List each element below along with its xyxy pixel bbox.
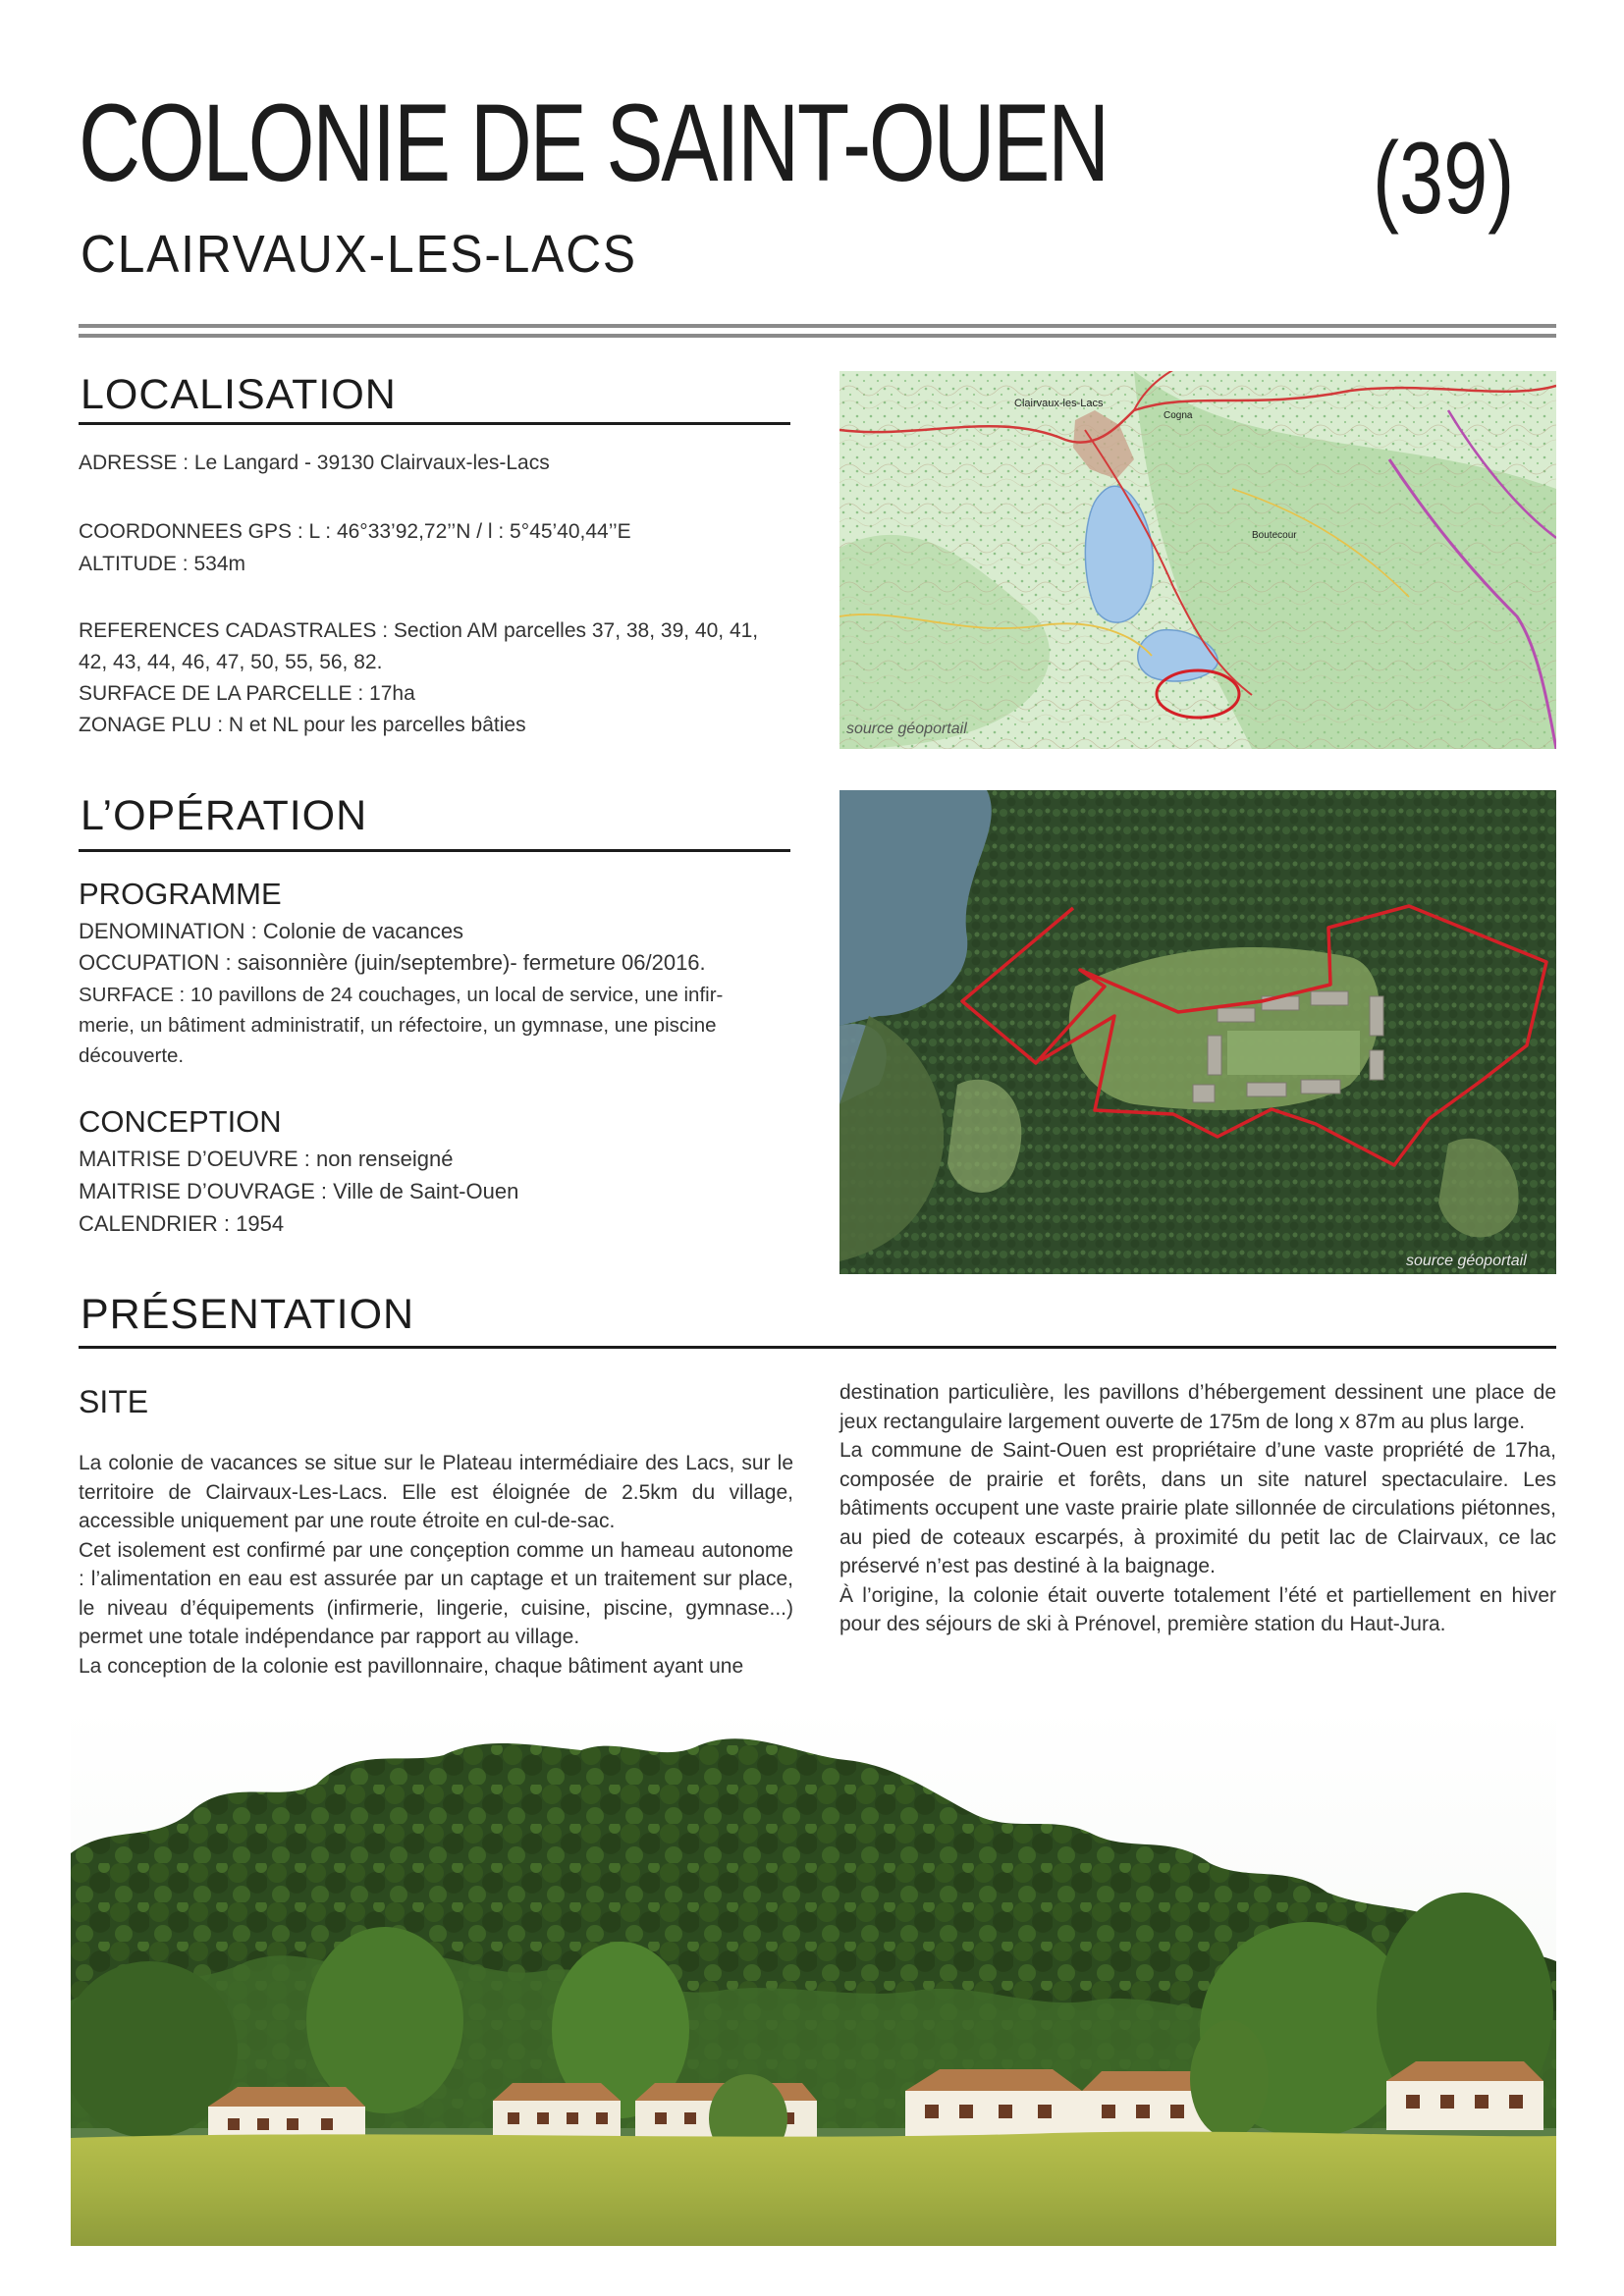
page-title: COLONIE DE SAINT-OUEN (79, 81, 1108, 204)
altitude-text: ALTITUDE : 534m (79, 553, 245, 575)
site-heading: SITE (79, 1384, 149, 1419)
programme-line-occupation: OCCUPATION : saisonnière (juin/septembre)- fermeture 06/2016. (79, 950, 706, 975)
presentation-left-paragraph-1: La colonie de vacances se situe sur le Plateau intermédiaire des Lacs, sur le territoire de Clairvaux-Les-Lacs. Elle est éloignée de 2.5km du village, accessible uniquement par une route étroite en cul-de-sac. (79, 1452, 793, 1532)
programme-line-surface-end: découverte. (79, 1044, 185, 1067)
section-title-operation: L’OPÉRATION (81, 792, 368, 839)
section-rule-presentation (79, 1346, 1556, 1349)
section-rule-localisation (79, 422, 790, 425)
cadastre-text-line2: 42, 43, 44, 46, 47, 50, 55, 56, 82. (79, 651, 383, 673)
aerial-source-label: source géoportail (1406, 1253, 1527, 1269)
conception-line-calendar: CALENDRIER : 1954 (79, 1211, 285, 1236)
presentation-right-paragraph-3: À l’origine, la colonie était ouverte totalement l’été et partiellement en hiver pour des séjours de ski à Prénovel, première station du Haut-Jura. (839, 1583, 1556, 1635)
surface-text: SURFACE DE LA PARCELLE : 17ha (79, 682, 415, 705)
department-number: (39) (1373, 122, 1515, 236)
section-title-localisation: LOCALISATION (81, 371, 397, 418)
programme-line-surface: SURFACE : 10 pavillons de 24 couchages, un local de service, une infir- (79, 984, 724, 1006)
presentation-right-paragraph-2: La commune de Saint-Ouen est propriétaire d’une vaste propriété de 17ha, composée de prairie et forêts, dans un site naturel spectaculaire. Les bâtiments occupent une vaste prairie plate sillonnée de circulations piétonnes, au pied de coteaux escarpés, à proximité du petit lac de Clairvaux, ce lac préservé n’est pas destiné à la baignage. (839, 1439, 1556, 1577)
cadastre-text-line1: REFERENCES CADASTRALES : Section AM parcelles 37, 38, 39, 40, 41, (79, 619, 759, 642)
conception-line-mo: MAITRISE D’OUVRAGE : Ville de Saint-Ouen (79, 1179, 519, 1203)
topographic-map-image (839, 371, 1556, 749)
presentation-right-paragraph-1: destination particulière, les pavillons d’hébergement dessinent une place de jeux rectangulaire largement ouverte de 175m de long x 87m au plus large. (839, 1381, 1556, 1433)
map-label-village1: Cogna (1164, 410, 1193, 421)
map-label-village2: Boutecour (1252, 530, 1297, 541)
section-title-presentation: PRÉSENTATION (81, 1291, 415, 1338)
address-text: ADRESSE : Le Langard - 39130 Clairvaux-les-Lacs (79, 452, 550, 474)
programme-line-surface-cont: merie, un bâtiment administratif, un réfectoire, un gymnase, une piscine (79, 1014, 717, 1037)
gps-text: COORDONNEES GPS : L : 46°33’92,72’’N / l : 5°45’40,44’’E (79, 520, 631, 543)
header-rule-bottom (79, 334, 1556, 338)
programme-line-denomination: DENOMINATION : Colonie de vacances (79, 919, 464, 943)
presentation-left-paragraph-3: La conception de la colonie est pavillonnaire, chaque bâtiment ayant une (79, 1654, 744, 1678)
conception-heading: CONCEPTION (79, 1104, 282, 1139)
aerial-photo-image (839, 790, 1556, 1274)
page-subtitle: CLAIRVAUX-LES-LACS (81, 225, 637, 284)
map-source-label: source géoportail (846, 721, 967, 737)
zonage-text: ZONAGE PLU : N et NL pour les parcelles bâties (79, 714, 526, 736)
presentation-left-paragraph-2: Cet isolement est confirmé par une conçeption comme un hameau autonome : l’alimentation en eau est assurée par un captage et un traitement sur place, le niveau d’équipements (infirmerie, lingerie, cuisine, piscine, gymnase...) permet une totale indépendance par rapport au village. (79, 1538, 793, 1648)
conception-line-moe: MAITRISE D’OEUVRE : non renseigné (79, 1147, 454, 1171)
map-label-town: Clairvaux-les-Lacs (1014, 398, 1104, 409)
section-rule-operation (79, 849, 790, 852)
header-rule-top (79, 324, 1556, 328)
presentation-right-column (839, 1378, 1556, 1639)
programme-heading: PROGRAMME (79, 877, 282, 911)
presentation-left-column (79, 1449, 793, 1681)
landscape-photo-image (71, 1706, 1556, 2246)
